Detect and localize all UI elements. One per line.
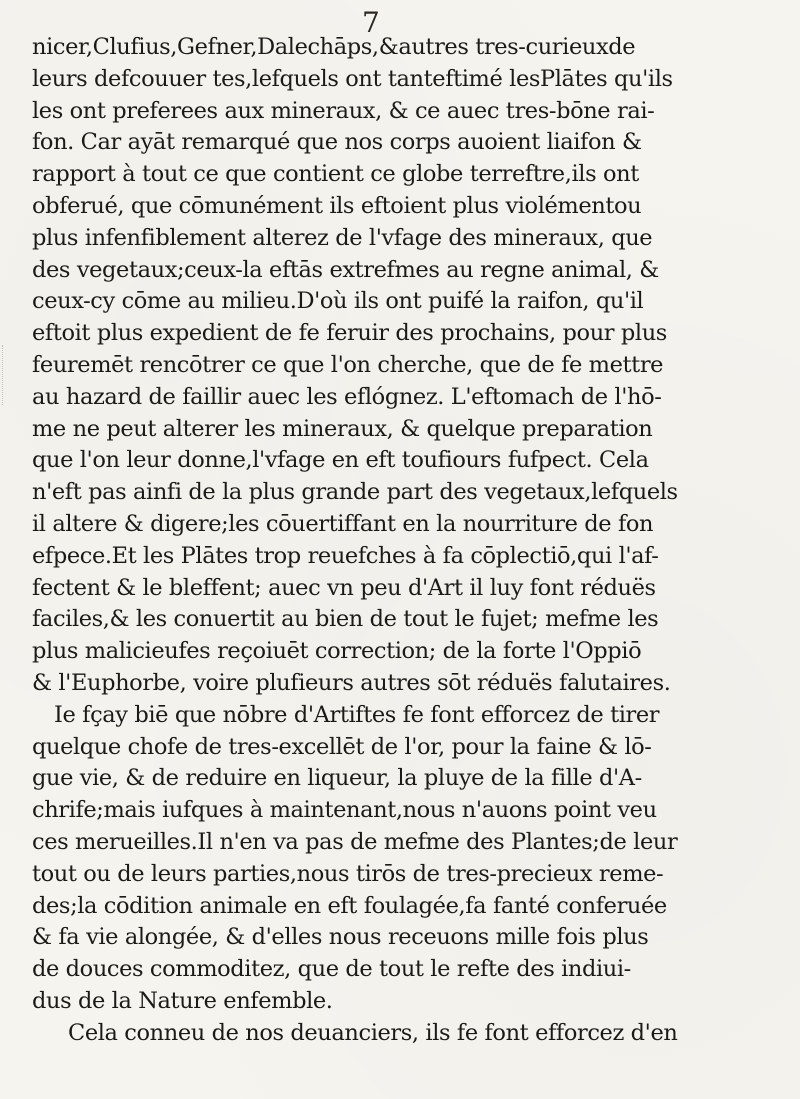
- page-number: 7: [362, 6, 380, 39]
- body-text: [32, 32, 752, 1050]
- text-line: chrife;mais iufques à maintenant,nous n'auons point veu: [32, 797, 657, 824]
- text-line: plus malicieufes reçoiuēt correction; de la forte l'Oppiō: [32, 638, 642, 665]
- text-line: obferué, que cōmunément ils eftoient plus violémentou: [32, 192, 642, 219]
- text-line: fectent & le bleffent; auec vn peu d'Art il luy font réduës: [32, 574, 656, 601]
- text-line: des;la cōdition animale en eft foulagée,fa fanté conferuée: [32, 892, 667, 919]
- text-line: de douces commoditez, que de tout le refte des indiui-: [32, 956, 631, 983]
- text-line: fon. Car ayāt remarqué que nos corps auoient liaifon &: [32, 129, 642, 156]
- text-line: les ont preferees aux mineraux, & ce auec tres-bōne rai-: [32, 97, 655, 124]
- text-line: efpece.Et les Plātes trop reuefches à fa cōplectiō,qui l'af-: [32, 542, 659, 569]
- text-line: ceux-cy cōme au milieu.D'où ils ont puifé la raifon, qu'il: [32, 288, 644, 315]
- text-line: leurs defcouuer tes,lefquels ont tanteftimé lesPlātes qu'ils: [32, 65, 673, 92]
- text-line: quelque chofe de tres-excellēt de l'or, pour la faine & lō-: [32, 733, 652, 760]
- text-line: que l'on leur donne,l'vfage en eft toufiours fufpect. Cela: [32, 447, 649, 474]
- text-line: des vegetaux;ceux-la eftās extrefmes au regne animal, &: [32, 256, 659, 283]
- text-line: il altere & digere;les cōuertiffant en la nourriture de fon: [32, 510, 654, 537]
- text-line: & l'Euphorbe, voire plufieurs autres sōt réduës falutaires.: [32, 669, 671, 696]
- text-line: plus infenfiblement alterez de l'vfage des mineraux, que: [32, 224, 653, 251]
- text-line: feuremēt rencōtrer ce que l'on cherche, que de fe mettre: [32, 351, 664, 378]
- text-line: tout ou de leurs parties,nous tirōs de tres-precieux reme-: [32, 860, 664, 887]
- text-line: nicer,Clufius,Gefner,Dalechāps,&autres tres-curieuxde: [32, 34, 636, 60]
- paragraph-first-line: Ie fçay biē que nōbre d'Artiftes fe font efforcez de tirer: [54, 701, 660, 728]
- text-line: eftoit plus expedient de fe feruir des prochains, pour plus: [32, 320, 667, 347]
- margin-bleed-mark: [2, 345, 21, 405]
- text-line: & fa vie alongée, & d'elles nous receuons mille fois plus: [32, 924, 649, 951]
- text-line: n'eft pas ainfi de la plus grande part des vegetaux,lefquels: [32, 479, 678, 506]
- text-line: au hazard de faillir auec les eflógnez. L'eftomach de l'hō-: [32, 383, 662, 410]
- text-line: dus de la Nature enfemble.: [32, 987, 333, 1014]
- text-line: faciles,& les conuertit au bien de tout le fujet; mefme les: [32, 606, 659, 633]
- text-line: ces merueilles.Il n'en va pas de mefme des Plantes;de leur: [32, 828, 678, 855]
- text-line: gue vie, & de reduire en liqueur, la pluye de la fille d'A-: [32, 765, 642, 792]
- text-line: me ne peut alterer les mineraux, & quelque preparation: [32, 415, 653, 442]
- paragraph-first-line: Cela conneu de nos deuanciers, ils fe font efforcez d'en: [68, 1019, 678, 1046]
- text-line: rapport à tout ce que contient ce globe terreftre,ils ont: [32, 161, 639, 188]
